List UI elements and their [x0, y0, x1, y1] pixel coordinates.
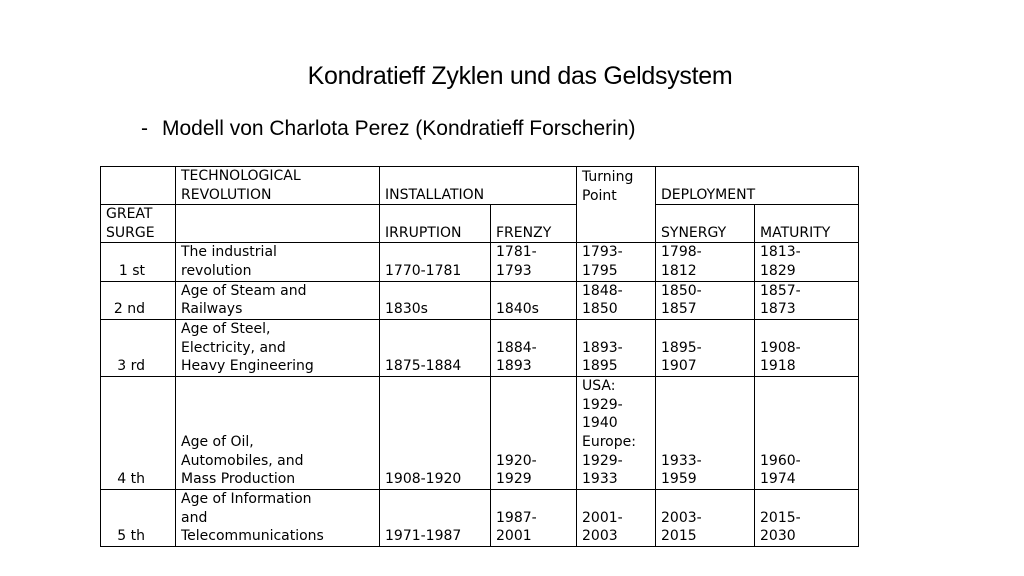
irruption-cell: 1908-1920 — [380, 376, 491, 489]
synergy-cell: 1850- 1857 — [656, 281, 755, 319]
surge-cell: 5 th — [101, 489, 176, 546]
turning-cell: USA: 1929- 1940 Europe: 1929- 1933 — [577, 376, 656, 489]
table-row — [101, 489, 859, 546]
irruption-cell: 1830s — [380, 281, 491, 319]
table-row — [101, 319, 859, 376]
header-installation: INSTALLATION — [380, 167, 577, 205]
table-row — [101, 376, 859, 489]
subtitle-line — [141, 117, 636, 141]
header-turning-point — [577, 167, 656, 243]
frenzy-cell: 1781- 1793 — [491, 243, 577, 281]
header-great-surge: GREAT SURGE — [101, 205, 176, 243]
synergy-cell: 1933- 1959 — [656, 376, 755, 489]
turning-cell: 1893- 1895 — [577, 319, 656, 376]
frenzy-cell: 1920- 1929 — [491, 376, 577, 489]
surge-cell: 2 nd — [101, 281, 176, 319]
tech-cell: Age of Steam and Railways — [176, 281, 380, 319]
surge-cell: 3 rd — [101, 319, 176, 376]
header-empty-tech — [176, 205, 380, 243]
bullet-marker: - — [141, 117, 148, 140]
subtitle-text: Modell von Charlota Perez (Kondratieff Forscherin) — [162, 117, 636, 140]
frenzy-cell: 1987- 2001 — [491, 489, 577, 546]
header-technological-revolution: TECHNOLOGICAL REVOLUTION — [176, 167, 380, 205]
surge-cell: 1 st — [101, 243, 176, 281]
synergy-cell: 2003- 2015 — [656, 489, 755, 546]
surges-table — [100, 166, 859, 547]
header-row-1 — [101, 167, 859, 205]
tech-cell: Age of Steel, Electricity, and Heavy Engineering — [176, 319, 380, 376]
header-turning-point-label: Turning Point — [582, 169, 634, 204]
irruption-cell: 1971-1987 — [380, 489, 491, 546]
synergy-cell: 1798- 1812 — [656, 243, 755, 281]
table-row — [101, 243, 859, 281]
turning-cell: 1793- 1795 — [577, 243, 656, 281]
header-empty-cell — [101, 167, 176, 205]
irruption-cell: 1770-1781 — [380, 243, 491, 281]
header-irruption: IRRUPTION — [380, 205, 491, 243]
tech-cell: Age of Oil, Automobiles, and Mass Production — [176, 376, 380, 489]
tech-cell: Age of Information and Telecommunications — [176, 489, 380, 546]
maturity-cell: 1960- 1974 — [755, 376, 859, 489]
header-deployment: DEPLOYMENT — [656, 167, 859, 205]
surge-cell: 4 th — [101, 376, 176, 489]
irruption-cell: 1875-1884 — [380, 319, 491, 376]
turning-cell: 1848- 1850 — [577, 281, 656, 319]
frenzy-cell: 1884- 1893 — [491, 319, 577, 376]
header-frenzy: FRENZY — [491, 205, 577, 243]
tech-cell: The industrial revolution — [176, 243, 380, 281]
header-maturity: MATURITY — [755, 205, 859, 243]
maturity-cell: 1813- 1829 — [755, 243, 859, 281]
maturity-cell: 1908- 1918 — [755, 319, 859, 376]
turning-cell: 2001- 2003 — [577, 489, 656, 546]
slide-title: Kondratieff Zyklen und das Geldsystem — [307, 62, 733, 90]
synergy-cell: 1895- 1907 — [656, 319, 755, 376]
header-synergy: SYNERGY — [656, 205, 755, 243]
maturity-cell: 1857- 1873 — [755, 281, 859, 319]
header-row-2 — [101, 205, 859, 243]
table-row — [101, 281, 859, 319]
frenzy-cell: 1840s — [491, 281, 577, 319]
maturity-cell: 2015- 2030 — [755, 489, 859, 546]
